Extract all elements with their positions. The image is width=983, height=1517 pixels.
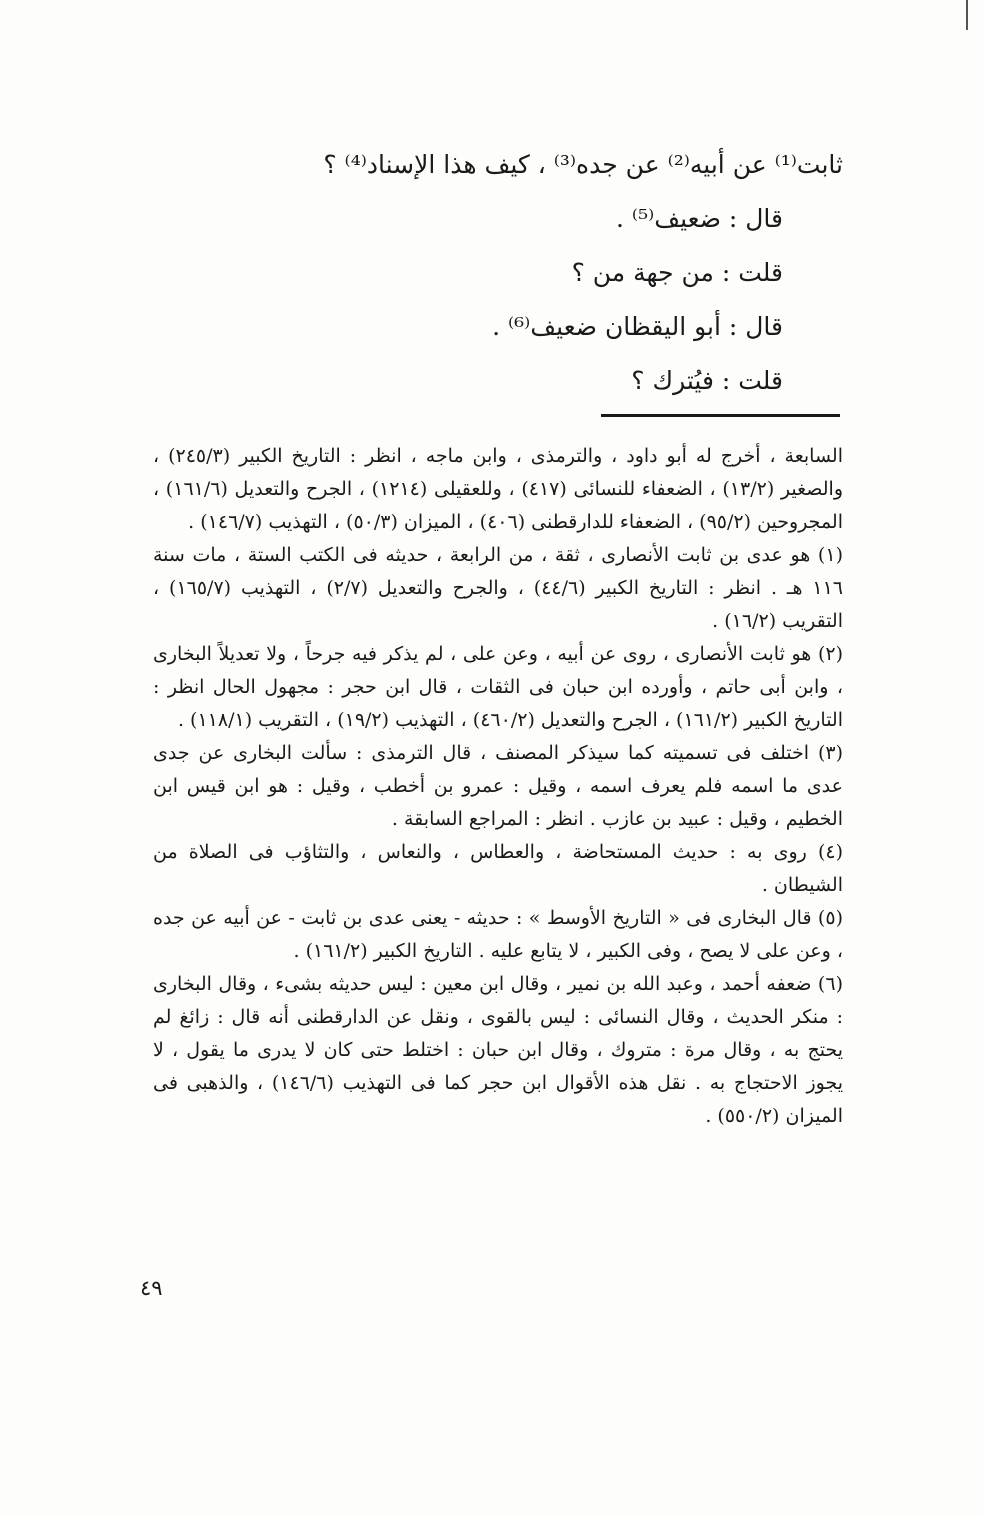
footnote-continuation: السابعة ، أخرج له أبو داود ، والترمذى ، وابن ماجه ، انظر : التاريخ الكبير (٢٤٥/٣) ، والصغير (١٣/٢) ، الضعفاء للنسائى (٤١٧) ، وللعقيلى (١٢١٤) ، الجرح والتعديل (١٦١/٦) ، المجروحين (٩٥/٢) ، الضعفاء للدارقطنى (٤٠٦) ، الميزان (٥٠/٣) ، التهذيب (١٤٦/٧) . (153, 445, 844, 533)
page-number: ٤٩ (140, 1276, 163, 1300)
main-line-3: قلت : من جهة من ؟ (571, 258, 783, 287)
footnotes (153, 440, 843, 1133)
footnote-3: (٣) اختلف فى تسميته كما سيذكر المصنف ، قال الترمذى : سألت البخارى عن جدى عدى ما اسمه فلم يعرف اسمه ، وقيل : عمرو بن أخطب ، وقيل : هو ابن قيس ابن الخطيم ، وقيل : عبيد بن عازب . انظر : المراجع السابقة . (153, 742, 843, 830)
scan-edge-mark (966, 0, 968, 30)
main-line-1: ثابت⁽¹⁾ عن أبيه⁽²⁾ عن جده⁽³⁾ ، كيف هذا الإسناد⁽⁴⁾ ؟ (323, 150, 843, 179)
footnote-5: (٥) قال البخارى فى « التاريخ الأوسط » : حديثه - يعنى عدى بن ثابت - عن أبيه عن جده ، وعن على لا يصح ، وفى الكبير ، لا يتابع عليه . التاريخ الكبير (١٦١/٢) . (153, 907, 843, 962)
footnote-6: (٦) ضعفه أحمد ، وعبد الله بن نمير ، وقال ابن معين : ليس حديثه بشىء ، وقال البخارى : منكر الحديث ، وقال النسائى : ليس بالقوى ، ونقل عن الدارقطنى أنه قال : زائغ لم يحتج به ، وقال مرة : متروك ، وقال ابن حبان : اختلط حتى كان لا يدرى ما يقول ، لا يجوز الاحتجاج به . نقل هذه الأقوال ابن حجر كما فى التهذيب (١٤٦/٦) ، والذهبى فى الميزان (٥٥٠/٢) . (153, 973, 843, 1127)
main-line-4: قال : أبو اليقظان ضعيف⁽⁶⁾ . (492, 312, 783, 341)
footnote-divider (601, 414, 840, 417)
main-text (143, 138, 843, 408)
footnote-1: (١) هو عدى بن ثابت الأنصارى ، ثقة ، من الرابعة ، حديثه فى الكتب الستة ، مات سنة ١١٦ هـ . انظر : التاريخ الكبير (٤٤/٦) ، والجرح والتعديل (٢/٧) ، التهذيب (١٦٥/٧) ، التقريب (١٦/٢) . (153, 544, 843, 632)
main-line-5: قلت : فيُترك ؟ (631, 366, 783, 395)
footnote-4: (٤) روى به : حديث المستحاضة ، والعطاس ، والنعاس ، والتثاؤب فى الصلاة من الشيطان . (153, 841, 843, 896)
footnote-2: (٢) هو ثابت الأنصارى ، روى عن أبيه ، وعن على ، لم يذكر فيه جرحاً ، ولا تعديلاً البخارى ، وابن أبى حاتم ، وأورده ابن حبان فى الثقات ، قال ابن حجر : مجهول الحال انظر : التاريخ الكبير (١٦١/٢) ، الجرح والتعديل (٤٦٠/٢) ، التهذيب (١٩/٢) ، التقريب (١١٨/١) . (153, 643, 843, 731)
main-line-2: قال : ضعيف⁽⁵⁾ . (616, 204, 783, 233)
